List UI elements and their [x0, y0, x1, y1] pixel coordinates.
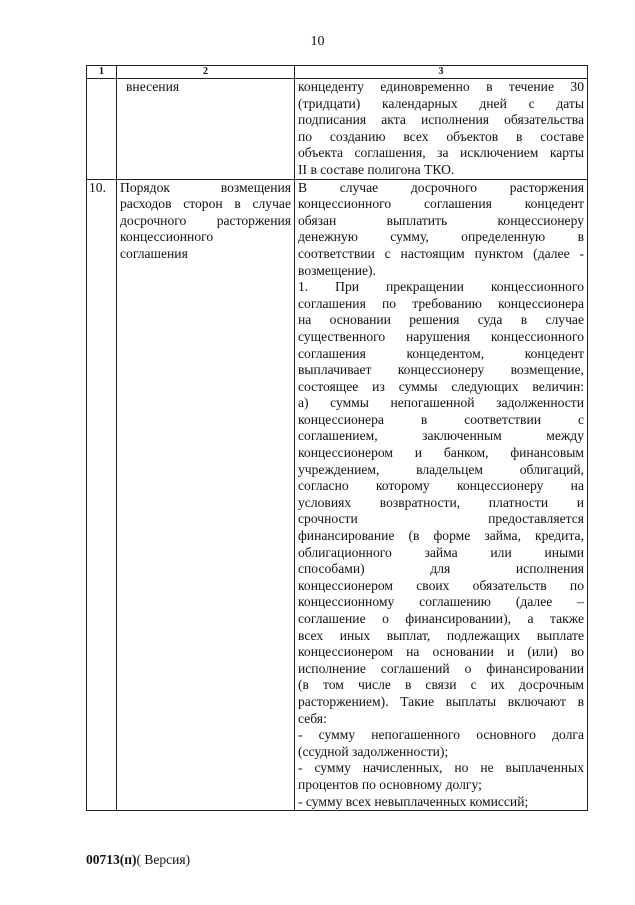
text-line: исполнение соглашений о финансировании [298, 660, 584, 676]
text-line: концессионера в соответствии с [298, 411, 584, 427]
cell-number: 10. [87, 179, 117, 811]
text-line: соглашения концедентом, концедент [298, 345, 584, 361]
text-line: подписания акта исполнения обязательства [298, 112, 584, 128]
text-line: способами) для исполнения [298, 561, 584, 577]
text-line: срочности предоставляется [298, 511, 584, 527]
text-line: концессионному соглашению (далее – [298, 594, 584, 610]
text-line: обязан выплатить концессионеру [298, 212, 584, 228]
text-line: соответствии с настоящим пунктом (далее - [298, 245, 584, 261]
cell-name [117, 79, 295, 180]
text-line: условиях возвратности, платности и [298, 494, 584, 510]
cell-content [295, 179, 588, 811]
text-line: концеденту единовременно в течение 30 [298, 79, 584, 94]
text-line: соглашение о финансировании), а также [298, 611, 584, 626]
header-col-2: 2 [117, 66, 295, 79]
text-line: - сумму непогашенного основного долга [298, 727, 584, 743]
header-col-1: 1 [87, 66, 117, 79]
text-line: денежную сумму, определенную в [298, 229, 584, 245]
text-line: по созданию всех объектов в составе [298, 128, 584, 144]
text-line: возмещение). [298, 262, 376, 278]
text-line: состоящее из суммы следующих величин: [298, 378, 584, 394]
text-line: всех иных выплат, подлежащих выплате [298, 627, 584, 643]
text-line: II в составе полигона ТКО. [298, 161, 455, 177]
table-header-row [87, 66, 588, 79]
cell-name-text: внесения [126, 79, 180, 94]
header-col-3: 3 [295, 66, 588, 79]
text-line: концессионного соглашения концедент [298, 196, 584, 212]
text-line: концессионного [120, 229, 214, 245]
text-line: процентов по основному долгу; [298, 776, 482, 792]
text-line: соглашением, заключенным между [298, 428, 584, 444]
table-row-10 [87, 179, 588, 811]
text-line: облигационного займа или иными [298, 544, 584, 560]
text-line: досрочного расторжения [120, 212, 291, 228]
text-line: существенного нарушения концессионного [298, 328, 584, 344]
text-line: согласно которому концессионеру на [298, 478, 584, 494]
text-line: а) суммы непогашенной задолженности [298, 395, 584, 411]
text-line: выплачивает концессионеру возмещение, [298, 362, 584, 378]
text-line: - сумму всех невыплаченных комиссий; [298, 793, 529, 809]
text-line: учреждением, владельцем облигаций, [298, 461, 584, 477]
text-line: концессионером на основании и (или) во [298, 644, 584, 660]
text-line: расходов сторон в случае [120, 196, 291, 212]
text-line: на основании решения суда в случае [298, 312, 584, 328]
document-table [86, 65, 588, 811]
document-code: 00713(п) [86, 852, 137, 867]
text-line: объекта соглашения, за исключением карты [298, 145, 584, 161]
text-line: (ссудной задолженности); [298, 743, 449, 759]
text-line: себя: [298, 710, 327, 726]
text-line: 1. При прекращении концессионного [298, 279, 584, 295]
document-footer [86, 852, 190, 868]
table-row-continuation [87, 79, 588, 180]
text-line: (тридцати) календарных дней с даты [298, 95, 584, 111]
text-line: финансирование (в форме займа, кредита, [298, 528, 584, 544]
document-version: ( Версия) [136, 852, 191, 867]
text-line: концессионером и банком, финансовым [298, 445, 584, 461]
text-line: Порядок возмещения [120, 179, 291, 195]
page-number: 10 [310, 34, 325, 49]
text-line: расторжением). Такие выплаты включают в [298, 693, 584, 709]
text-line: (в том числе в связи с их досрочным [298, 677, 584, 693]
text-line: соглашения [120, 245, 188, 261]
text-line: В случае досрочного расторжения [298, 179, 584, 195]
text-line: соглашения по требованию концессионера [298, 295, 584, 311]
text-line: - сумму начисленных, но не выплаченных [298, 760, 584, 776]
text-line: концессионером своих обязательств по [298, 577, 584, 593]
cell-number-empty [87, 79, 117, 180]
cell-content [295, 79, 588, 180]
cell-name [117, 179, 295, 811]
